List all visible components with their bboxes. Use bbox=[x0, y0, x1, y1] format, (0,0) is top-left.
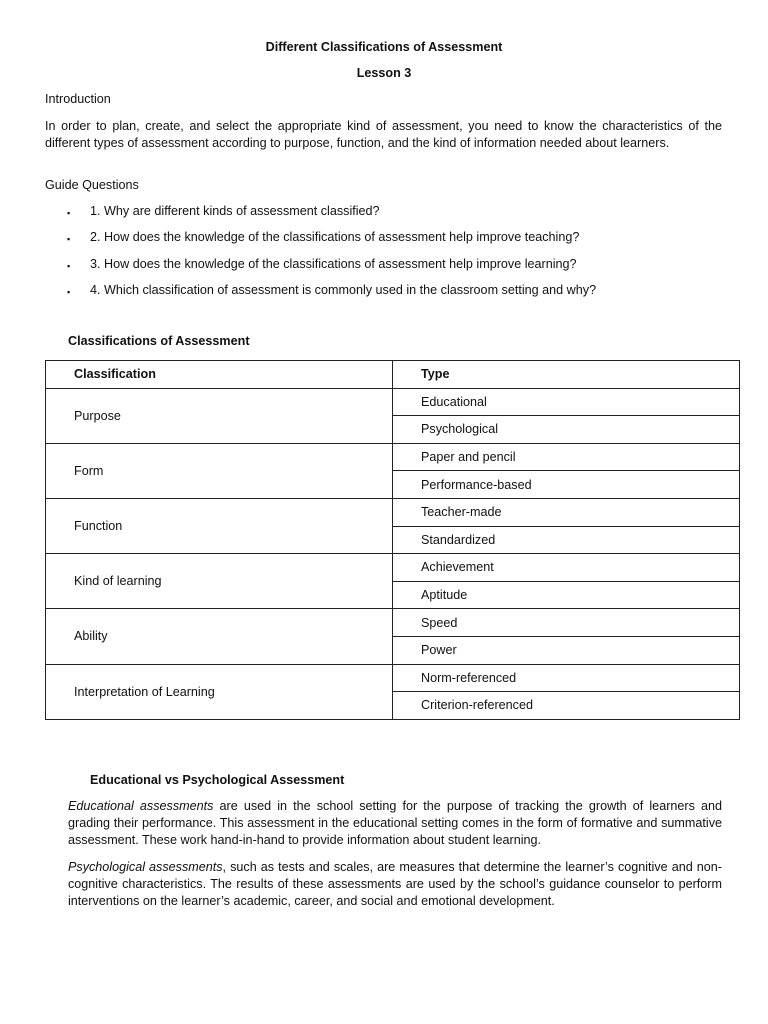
type-cell: Norm-referenced bbox=[393, 664, 740, 692]
type-cell: Educational bbox=[393, 388, 740, 416]
question-item: 1. Why are different kinds of assessment classified? bbox=[90, 204, 380, 218]
bullet-icon: ▪ bbox=[67, 234, 71, 244]
table-row bbox=[46, 664, 740, 692]
educational-paragraph bbox=[68, 798, 722, 849]
table-row bbox=[46, 498, 740, 526]
classification-cell: Ability bbox=[46, 609, 393, 664]
table-row bbox=[46, 609, 740, 637]
type-cell: Performance-based bbox=[393, 471, 740, 499]
bullet-icon: ▪ bbox=[67, 287, 71, 297]
section-heading: Educational vs Psychological Assessment bbox=[90, 773, 345, 787]
psychological-text: , such as tests and scales, are measures that determine the learner’s cognitive and non-cognitive characteristics. The results of these assessments are used by the school’s guidance counselor to perform interventions on the learner’s academic, career, and social and emotional development. bbox=[68, 860, 722, 908]
intro-paragraph: In order to plan, create, and select the appropriate kind of assessment, you need to know the characteristics of the different types of assessment according to purpose, function, and the kind of information needed about learners. bbox=[45, 119, 722, 150]
question-item: 4. Which classification of assessment is commonly used in the classroom setting and why? bbox=[90, 283, 597, 297]
type-cell: Aptitude bbox=[393, 581, 740, 609]
type-cell: Achievement bbox=[393, 554, 740, 582]
guide-questions-heading: Guide Questions bbox=[45, 178, 139, 192]
type-cell: Standardized bbox=[393, 526, 740, 554]
educational-term: Educational assessments bbox=[68, 799, 214, 813]
educational-text: are used in the school setting for the purpose of tracking the growth of learners and grading their performance. This assessment in the educational setting comes in the form of formative and summative assessment. These work hand-in-hand to provide information about student learning. bbox=[68, 799, 723, 847]
intro-heading: Introduction bbox=[45, 92, 111, 106]
bullet-icon: ▪ bbox=[67, 261, 71, 271]
header-classification: Classification bbox=[46, 361, 393, 389]
type-cell: Paper and pencil bbox=[393, 443, 740, 471]
psychological-term: Psychological assessments bbox=[68, 860, 223, 874]
question-item: 3. How does the knowledge of the classifications of assessment help improve learning? bbox=[90, 257, 577, 271]
type-cell: Power bbox=[393, 636, 740, 664]
type-cell: Psychological bbox=[393, 416, 740, 444]
classification-cell: Form bbox=[46, 443, 393, 498]
table-row bbox=[46, 388, 740, 416]
header-type: Type bbox=[393, 361, 740, 389]
table-row bbox=[46, 554, 740, 582]
type-cell: Speed bbox=[393, 609, 740, 637]
table-header-row bbox=[46, 361, 740, 389]
classification-cell: Kind of learning bbox=[46, 554, 393, 609]
lesson-label: Lesson 3 bbox=[356, 66, 412, 80]
table-title: Classifications of Assessment bbox=[68, 334, 250, 348]
classification-cell: Purpose bbox=[46, 388, 393, 443]
psychological-paragraph bbox=[68, 859, 722, 910]
classification-cell: Function bbox=[46, 498, 393, 553]
classification-cell: Interpretation of Learning bbox=[46, 664, 393, 719]
question-item: 2. How does the knowledge of the classifications of assessment help improve teaching? bbox=[90, 230, 580, 244]
type-cell: Criterion-referenced bbox=[393, 692, 740, 720]
document-title: Different Classifications of Assessment bbox=[265, 40, 503, 54]
table-row bbox=[46, 443, 740, 471]
bullet-icon: ▪ bbox=[67, 208, 71, 218]
type-cell: Teacher-made bbox=[393, 498, 740, 526]
classifications-table bbox=[45, 360, 740, 720]
